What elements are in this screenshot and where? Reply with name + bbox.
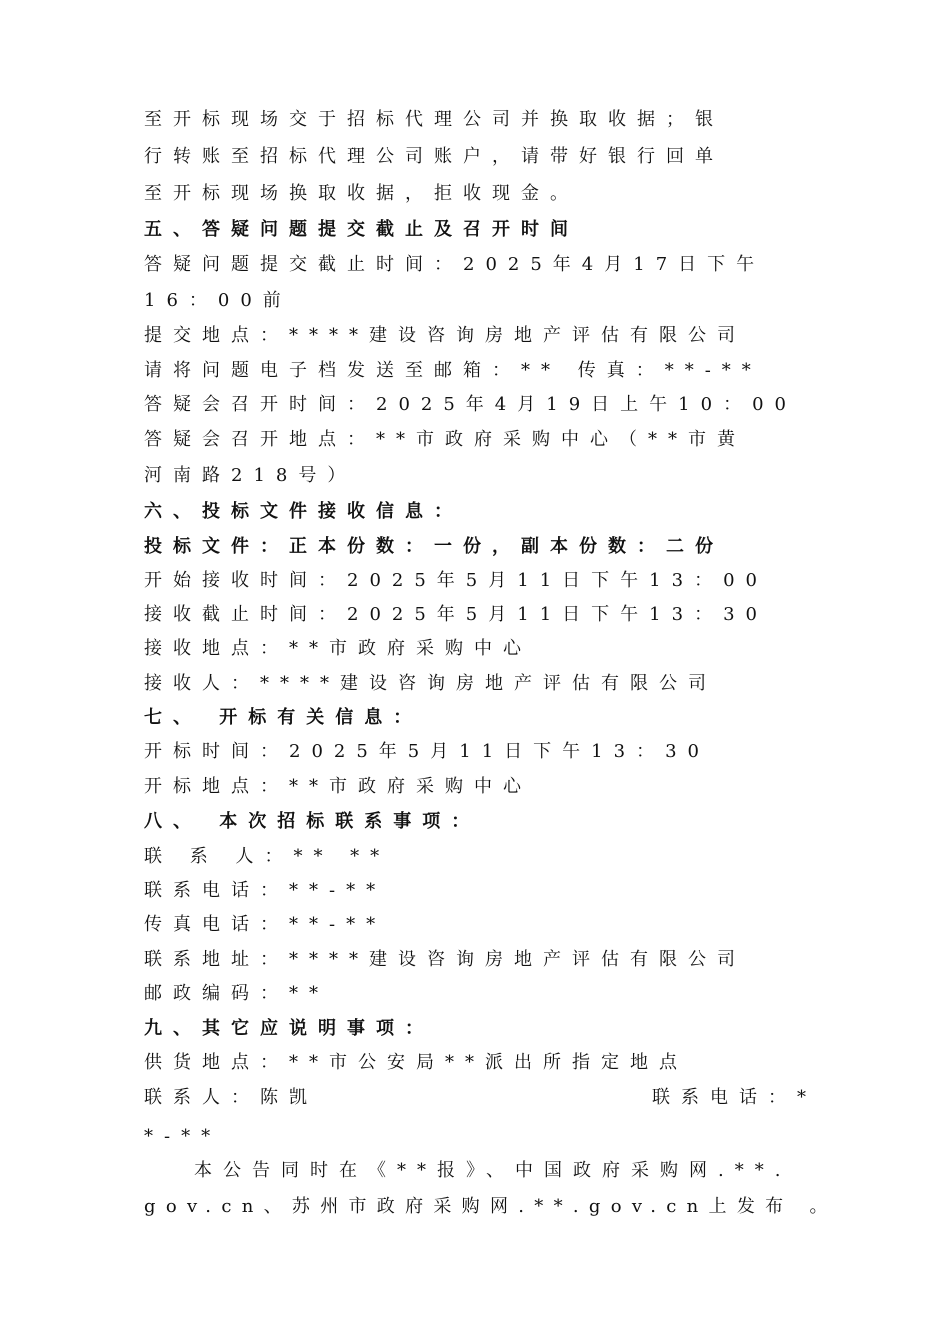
announcement-paragraph-line: 本公告同时在《**报》、中国政府采购网.**. xyxy=(194,1160,792,1181)
section-heading-6: 六、投标文件接收信息： xyxy=(144,501,463,522)
body-text-line: 联系人：陈凯 xyxy=(144,1087,318,1108)
contact-phone-label: 联系电话：* xyxy=(652,1087,817,1108)
body-text-line: 至开标现场交于招标代理公司并换取收据；银 xyxy=(144,109,724,130)
body-text-line: 16：00前 xyxy=(144,290,292,311)
body-text-line: 联 系 人：** ** xyxy=(144,846,391,867)
section-heading-7: 七、 开标有关信息： xyxy=(144,707,423,728)
body-text-line: 开始接收时间：2025年5月11日下午13：00 xyxy=(144,570,768,591)
body-text-line: 邮政编码：** xyxy=(144,983,329,1004)
body-text-line: 答疑问题提交截止时间：2025年4月17日下午 xyxy=(144,254,766,275)
body-text-line: 供货地点：**市公安局**派出所指定地点 xyxy=(144,1052,688,1073)
body-text-line: 联系地址：****建设咨询房地产评估有限公司 xyxy=(144,949,746,970)
body-text-line: 行转账至招标代理公司账户，请带好银行回单 xyxy=(144,146,724,167)
body-text-line: 请将问题电子档发送至邮箱：** 传真：**-** xyxy=(144,360,762,381)
body-text-line: 接收地点：**市政府采购中心 xyxy=(144,638,532,659)
body-text-line: 提交地点：****建设咨询房地产评估有限公司 xyxy=(144,325,746,346)
body-text-line: 接收截止时间：2025年5月11日下午13：30 xyxy=(144,604,768,625)
body-text-line: *-** xyxy=(144,1126,222,1147)
body-text-line: 答疑会召开地点：**市政府采购中心（**市黄 xyxy=(144,429,746,450)
bid-copies-line: 投标文件：正本份数：一份，副本份数：二份 xyxy=(144,536,724,557)
body-text-line: 开标时间：2025年5月11日下午13：30 xyxy=(144,741,710,762)
body-text-line: 联系电话：**-** xyxy=(144,880,387,901)
body-text-line: 河南路218号） xyxy=(144,465,357,486)
body-text-line: 答疑会召开时间：2025年4月19日上午10：00 xyxy=(144,394,797,415)
body-text-line: 开标地点：**市政府采购中心 xyxy=(144,776,532,797)
body-text-line: 接收人：****建设咨询房地产评估有限公司 xyxy=(144,673,717,694)
body-text-line: 传真电话：**-** xyxy=(144,914,387,935)
announcement-paragraph-line: gov.cn、苏州市政府采购网.**.gov.cn上发布 。 xyxy=(144,1196,838,1217)
section-heading-5: 五、答疑问题提交截止及召开时间 xyxy=(144,219,579,240)
section-heading-8: 八、 本次招标联系事项： xyxy=(144,811,481,832)
body-text-line: 至开标现场换取收据，拒收现金。 xyxy=(144,183,579,204)
section-heading-9: 九、其它应说明事项： xyxy=(144,1018,434,1039)
